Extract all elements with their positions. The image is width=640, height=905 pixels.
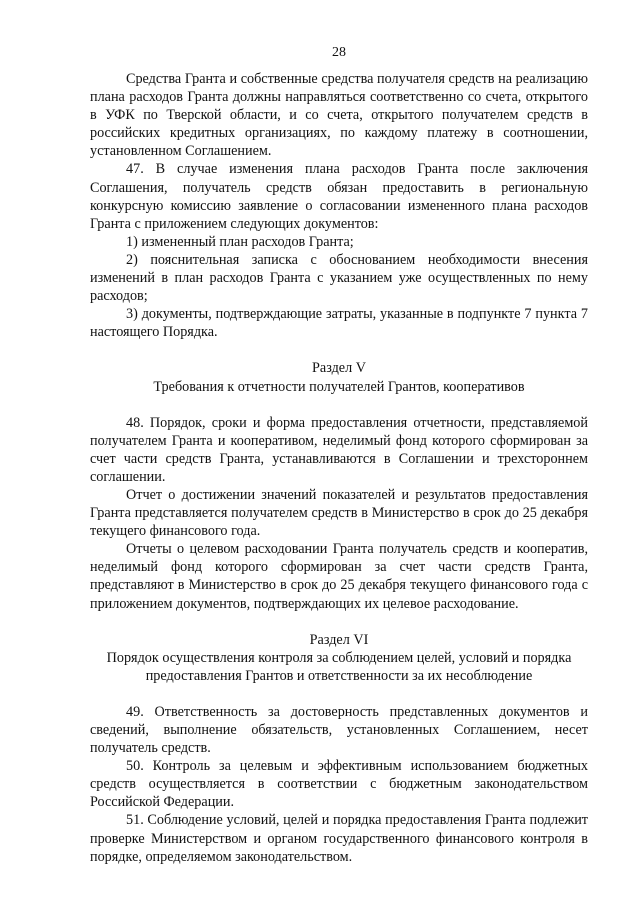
paragraph-51: 51. Соблюдение условий, целей и порядка предоставления Гранта подлежит проверке Министерством и органом государственного финансового контроля в порядке, определяемом законодательством. [90, 812, 588, 865]
paragraph-48-expenditure: Отчеты о целевом расходовании Гранта получатель средств и кооператив, неделимый фонд которого сформирован за счет части средств Гранта, представляют в Министерство в срок до 25 декабря текущего финансового года с приложением документов, подтверждающих их целевое расходование. [90, 541, 588, 612]
list-item-47-1: 1) измененный план расходов Гранта; [126, 233, 354, 250]
paragraph-50: 50. Контроль за целевым и эффективным использованием бюджетных средств осуществляется в соответствии с бюджетным законодательством Российской Федерации. [90, 758, 588, 811]
page-number: 28 [332, 45, 346, 60]
paragraph-48: 48. Порядок, сроки и форма предоставления отчетности, представляемой получателем Гранта и кооперативом, неделимый фонд которого сформирован за счет части средств Гранта, устанавливаются в Соглашении и трехстороннем соглашении. [90, 414, 588, 485]
paragraph-49: 49. Ответственность за достоверность представленных документов и сведений, выполнение обязательств, установленных Соглашением, несет получатель средств. [90, 703, 588, 757]
section-5-title: Раздел V [312, 360, 366, 377]
paragraph-grant-funds: Средства Гранта и собственные средства получателя средств на реализацию плана расходов Гранта должны направляться соответственно со счета, открытого в УФК по Тверской области, и со счета, открытого получателем средств в российских кредитных организациях, по каждому платежу в соотношении, установленном Соглашением. [90, 71, 588, 160]
section-5-subtitle: Требования к отчетности получателей Грантов, кооперативов [153, 378, 525, 395]
paragraph-48-report: Отчет о достижении значений показателей и результатов предоставления Гранта представляется получателем средств в Министерство в срок до 25 декабря текущего финансового года. [90, 486, 588, 540]
paragraph-47: 47. В случае изменения плана расходов Гранта после заключения Соглашения, получатель средств обязан предоставить в региональную конкурсную комиссию заявление о согласовании измененного плана расходов Гранта с приложением следующих документов: [90, 161, 588, 232]
section-6-title: Раздел VI [309, 631, 369, 648]
list-item-47-3: 3) документы, подтверждающие затраты, указанные в подпункте 7 пункта 7 настоящего Порядка. [90, 306, 588, 341]
section-6-subtitle: Порядок осуществления контроля за соблюдением целей, условий и порядка предоставления Грантов и ответственности за их несоблюдение [106, 649, 572, 684]
list-item-47-2: 2) пояснительная записка с обоснованием необходимости внесения изменений в план расходов Гранта с указанием уже осуществленных по нему расходов; [90, 251, 588, 305]
